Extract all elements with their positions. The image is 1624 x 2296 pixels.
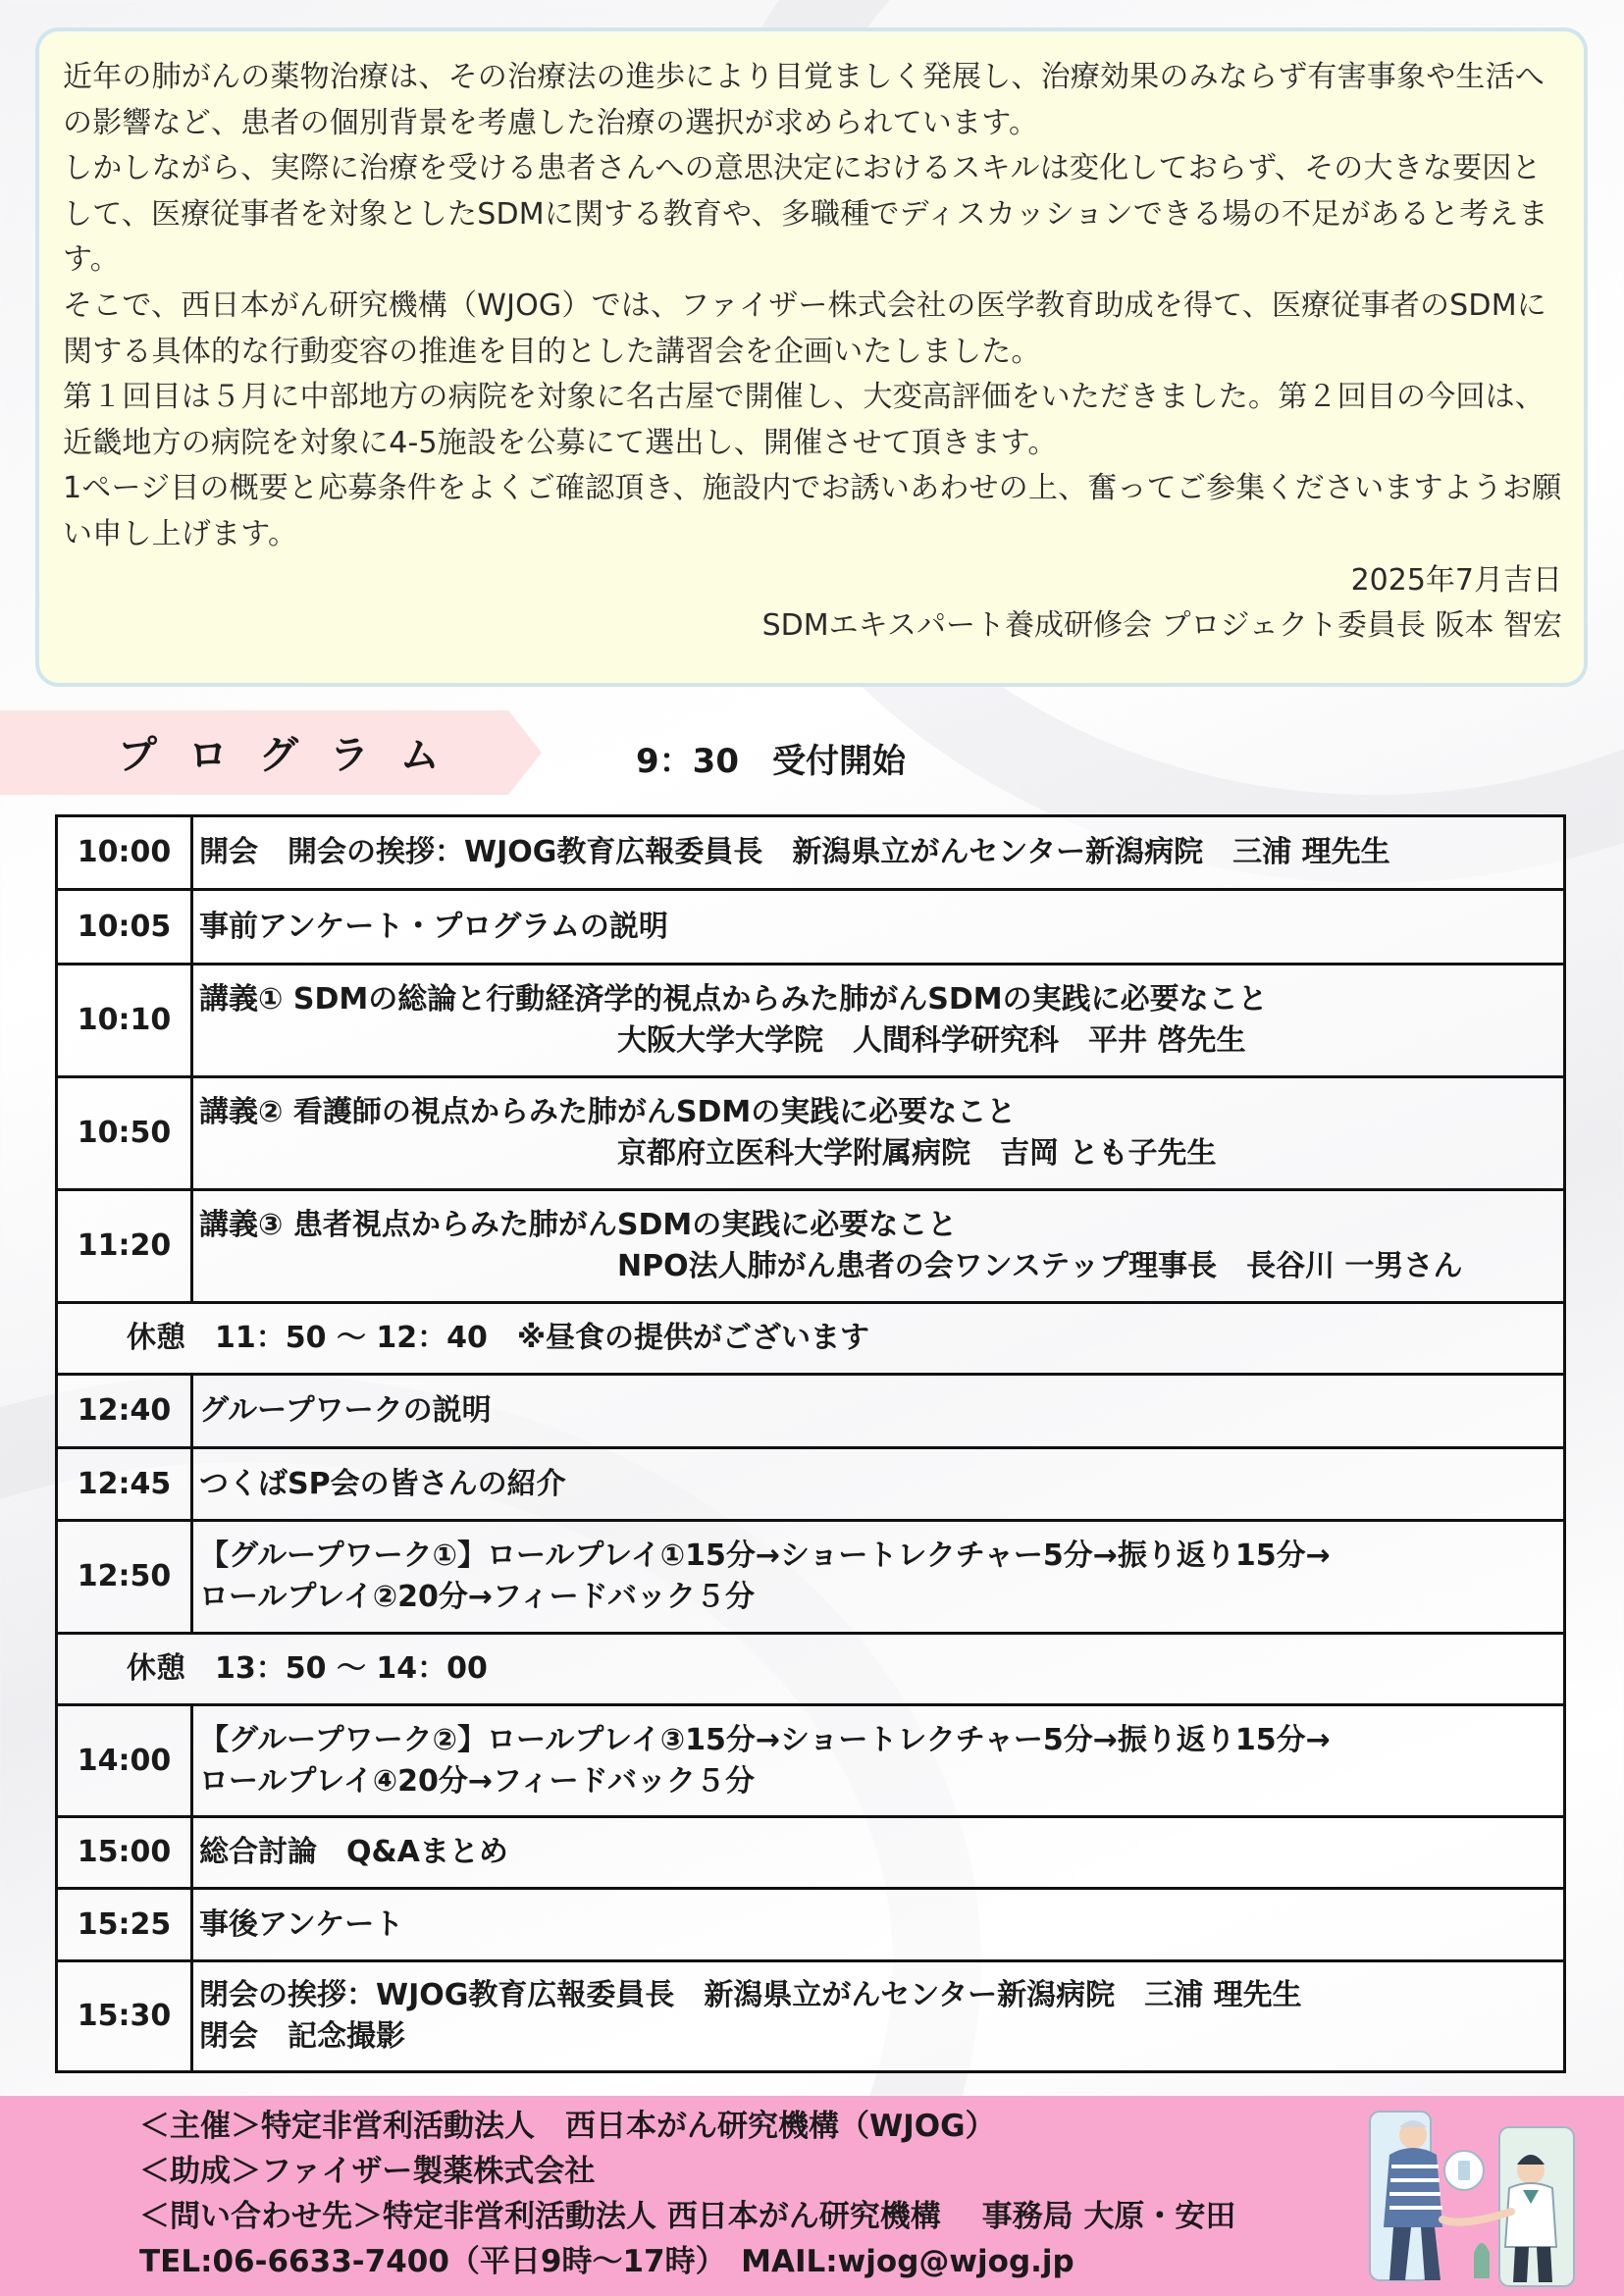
schedule-time: 11:20 — [57, 1190, 192, 1303]
schedule-item: ロールプレイ④20分→フィードバック５分 — [199, 1763, 755, 1799]
table-row — [57, 965, 1565, 1077]
table-row — [57, 816, 1565, 890]
schedule-content — [192, 1961, 1565, 2072]
intro-paragraph: 近年の肺がんの薬物治療は、その治療法の進歩により目覚ましく発展し、治療効果のみならず有害事象や生活への影響など、患者の個別背景を考慮した治療の選択が求められています。 — [63, 60, 1545, 140]
schedule-content — [192, 1077, 1565, 1190]
table-row — [57, 890, 1565, 965]
schedule-item: つくばSP会の皆さんの紹介 — [199, 1466, 566, 1501]
table-row — [57, 1817, 1565, 1889]
schedule-item: 【グループワーク①】ロールプレイ①15分→ショートレクチャー5分→振り返り15分→ — [199, 1539, 1331, 1573]
table-row — [57, 1303, 1565, 1375]
schedule-item: 事後アンケート — [199, 1906, 404, 1942]
intro-paragraph: そこで、西日本がん研究機構（WJOG）では、ファイザー株式会社の医学教育助成を得て、医療従事者のSDMに関する具体的な行動変容の推進を目的とした講習会を企画いたしました。 — [63, 287, 1546, 369]
intro-paragraph: しかしながら、実際に治療を受ける患者さんへの意思決定におけるスキルは変化しておらず、その大きな要因として、医療従事者を対象としたSDMに関する教育や、多職種でディスカッションできる場の不足があると考えます。 — [63, 151, 1548, 278]
schedule-table — [55, 814, 1566, 2073]
table-row — [57, 1521, 1565, 1634]
schedule-content — [192, 1190, 1565, 1303]
schedule-item: 閉会 記念撮影 — [199, 2019, 405, 2054]
schedule-time: 10:05 — [57, 890, 192, 965]
intro-box — [35, 27, 1588, 687]
schedule-time: 15:30 — [57, 1961, 192, 2072]
schedule-time: 10:00 — [57, 816, 192, 890]
schedule-content — [192, 1889, 1565, 1961]
table-row — [57, 1190, 1565, 1303]
schedule-content — [192, 1521, 1565, 1634]
schedule-content — [192, 1375, 1565, 1448]
schedule-time: 10:50 — [57, 1077, 192, 1190]
schedule-time: 10:10 — [57, 965, 192, 1077]
schedule-time: 15:25 — [57, 1889, 192, 1961]
footer-contact: ＜問い合わせ先＞特定非営利活動法人 西日本がん研究機構 事務局 大原・安田 — [139, 2199, 1236, 2234]
table-row — [57, 1375, 1565, 1448]
schedule-time: 12:45 — [57, 1448, 192, 1521]
schedule-content — [192, 965, 1565, 1077]
intro-date: 2025年7月吉日 — [1350, 562, 1562, 598]
program-title: プログラム — [118, 733, 471, 778]
table-row — [57, 1889, 1565, 1961]
schedule-content — [192, 1448, 1565, 1521]
schedule-content — [192, 1817, 1565, 1889]
lecture-speaker: 京都府立医科大学附属病院 吉岡 とも子先生 — [617, 1136, 1217, 1171]
schedule-time: 12:50 — [57, 1521, 192, 1634]
intro-signature: SDMエキスパート養成研修会 プロジェクト委員長 阪本 智宏 — [761, 608, 1562, 644]
footer-tel-mail[interactable]: TEL:06-6633-7400（平日9時～17時） MAIL:wjog@wjog.jp — [139, 2244, 1074, 2279]
intro-paragraph: 第１回目は５月に中部地方の病院を対象に名古屋で開催し、大変高評価をいただきました。第２回目の今回は、近畿地方の病院を対象に4-5施設を公募にて選出し、開催させて頂きます。 — [63, 380, 1545, 460]
schedule-item: ロールプレイ②20分→フィードバック５分 — [199, 1580, 755, 1614]
lecture-title: 講義① SDMの総論と行動経済学的視点からみた肺がんSDMの実践に必要なこと — [199, 982, 1268, 1017]
schedule-content — [192, 816, 1565, 890]
reception-time: 9：30 受付開始 — [636, 742, 906, 781]
lecture-title: 講義③ 患者視点からみた肺がんSDMの実践に必要なこと — [199, 1208, 958, 1242]
table-row — [57, 1448, 1565, 1521]
schedule-time: 15:00 — [57, 1817, 192, 1889]
table-row — [57, 1705, 1565, 1817]
schedule-item: グループワークの説明 — [199, 1393, 492, 1428]
schedule-item: 開会 開会の挨拶：WJOG教育広報委員長 新潟県立がんセンター新潟病院 三浦 理先生 — [199, 835, 1390, 869]
schedule-item: 事前アンケート・プログラムの説明 — [199, 909, 668, 944]
lecture-speaker: NPO法人肺がん患者の会ワンステップ理事長 長谷川 一男さん — [617, 1249, 1463, 1283]
break-row: 休憩 11：50 ～ 12：40 ※昼食の提供がございます — [57, 1303, 1565, 1375]
footer-grant: ＜助成＞ファイザー製薬株式会社 — [139, 2154, 596, 2189]
lecture-speaker: 大阪大学大学院 人間科学研究科 平井 啓先生 — [617, 1023, 1246, 1058]
table-row — [57, 1077, 1565, 1190]
footer-organizer: ＜主催＞特定非営利活動法人 西日本がん研究機構（WJOG） — [139, 2109, 996, 2144]
schedule-item: 閉会の挨拶：WJOG教育広報委員長 新潟県立がんセンター新潟病院 三浦 理先生 — [199, 1978, 1302, 2012]
schedule-content — [192, 1705, 1565, 1817]
schedule-item: 【グループワーク②】ロールプレイ③15分→ショートレクチャー5分→振り返り15分→ — [199, 1722, 1331, 1757]
schedule-content — [192, 890, 1565, 965]
break-row: 休憩 13：50 ～ 14：00 — [57, 1634, 1565, 1705]
schedule-time: 12:40 — [57, 1375, 192, 1448]
table-row — [57, 1961, 1565, 2072]
schedule-item: 総合討論 Q&Aまとめ — [199, 1835, 508, 1869]
table-row — [57, 1634, 1565, 1705]
footer-info — [139, 2104, 1235, 2284]
doctor-patient-illustration — [1364, 2106, 1580, 2290]
intro-paragraph: 1ページ目の概要と応募条件をよくご確認頂き、施設内でお誘いあわせの上、奮ってご参集くださいますようお願い申し上げます。 — [63, 471, 1562, 551]
schedule-time: 14:00 — [57, 1705, 192, 1817]
lecture-title: 講義② 看護師の視点からみた肺がんSDMの実践に必要なこと — [199, 1095, 1017, 1129]
